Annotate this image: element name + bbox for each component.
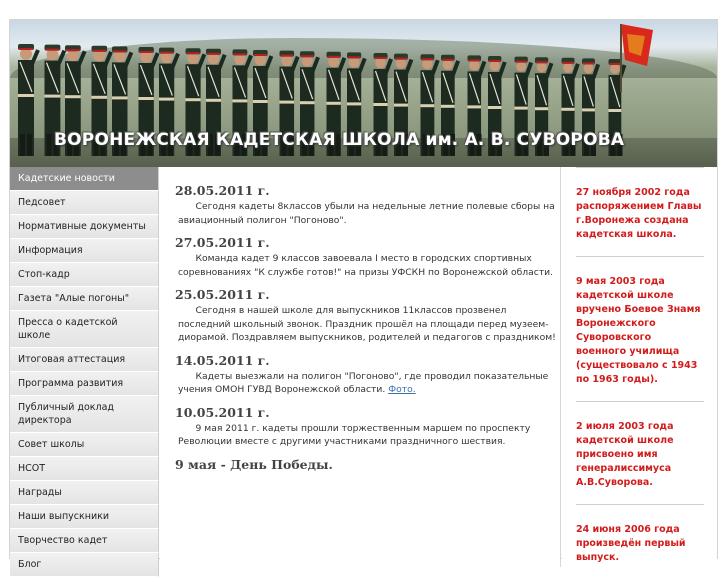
news-text-body: Сегодня кадеты 8классов убыли на недельные летние полевые сборы на авиационный полигон "Погоново".	[178, 201, 555, 226]
sidebar-item[interactable]: Наши выпускники	[10, 505, 159, 529]
news-date: 14.05.2011 г.	[175, 352, 270, 368]
announcement-box	[576, 504, 704, 565]
news-date: 10.05.2011 г.	[175, 404, 270, 420]
news-text	[175, 304, 560, 345]
sidebar-item[interactable]: Стоп-кадр	[10, 263, 159, 287]
sidebar-item[interactable]: НСОТ	[10, 457, 159, 481]
sidebar-item[interactable]: Блог	[10, 553, 159, 577]
news-text	[175, 200, 560, 227]
announcement-text: 2 июля 2003 года кадетской школе присвоено имя генералиссимуса А.В.Суворова.	[576, 421, 674, 488]
sidebar-item[interactable]: Творчество кадет	[10, 529, 159, 553]
site-title: ВОРОНЕЖСКАЯ КАДЕТСКАЯ ШКОЛА им. А. В. СУВОРОВА	[54, 130, 625, 150]
news-text-body: Команда кадет 9 классов завоевала I место в городских спортивных соревнованиях "К службе готов!" на призы УФСКН по Воронежской области.	[178, 253, 554, 278]
sidebar-item[interactable]: Нормативные документы	[10, 215, 159, 239]
announcement-box	[576, 256, 704, 387]
news-column	[160, 167, 561, 567]
sidebar-item[interactable]: Программа развития	[10, 372, 159, 396]
news-text-body: 9 мая 2011 г. кадеты прошли торжественным маршем по проспекту Революции вместе с другими участниками праздничного шествия.	[178, 422, 531, 447]
news-date: 9 мая - День Победы.	[175, 456, 333, 472]
news-text-body: Кадеты выезжали на полигон "Погоново", где проводил показательные учения ОМОН ГУВД Воронежской области.	[178, 370, 549, 395]
announcement-text: 24 июня 2006 года произведён первый выпуск.	[576, 524, 686, 563]
photo-link[interactable]: Фото.	[388, 384, 416, 395]
announcement-box	[576, 401, 704, 490]
announcement-box	[576, 167, 704, 242]
sidebar-item[interactable]: Награды	[10, 481, 159, 505]
announcement-text: 27 ноября 2002 года распоряжением Главы г.Воронежа создана кадетская школа.	[576, 187, 702, 240]
news-text	[175, 370, 560, 397]
news-date: 25.05.2011 г.	[175, 287, 270, 302]
sidebar-menu	[10, 167, 159, 570]
news-text	[175, 422, 560, 449]
banner-flag-icon	[617, 22, 657, 92]
sidebar-item[interactable]: Кадетские новости	[10, 167, 159, 191]
header-banner	[10, 20, 717, 167]
sidebar-item[interactable]: Информация	[10, 239, 159, 263]
news-date: 27.05.2011 г.	[175, 235, 270, 250]
sidebar-item[interactable]: Совет школы	[10, 433, 159, 457]
sidebar-item[interactable]: Пресса о кадетской школе	[10, 311, 159, 348]
sidebar-item[interactable]: Газета "Алые погоны"	[10, 287, 159, 311]
announcement-text: 9 мая 2003 года кадетской школе вручено Боевое Знамя Воронежского Суворовского военного училища (существовало с 1943 по 1963 годы).	[576, 276, 701, 385]
sidebar-item[interactable]: Педсовет	[10, 191, 159, 215]
news-date: 28.05.2011 г.	[175, 183, 270, 198]
news-text	[175, 252, 560, 279]
sidebar-item[interactable]: Публичный доклад директора	[10, 396, 159, 433]
news-text-body: Сегодня в нашей школе для выпускников 11классов прозвенел последний школьный звонок. Праздник прошёл на площади перед музеем-диорамой. Поздравляем выпускников, родителей и педагогов с праздником!	[178, 305, 556, 343]
announcements-column	[562, 167, 717, 567]
page-frame	[9, 19, 718, 570]
sidebar-item[interactable]: Итоговая аттестация	[10, 348, 159, 372]
